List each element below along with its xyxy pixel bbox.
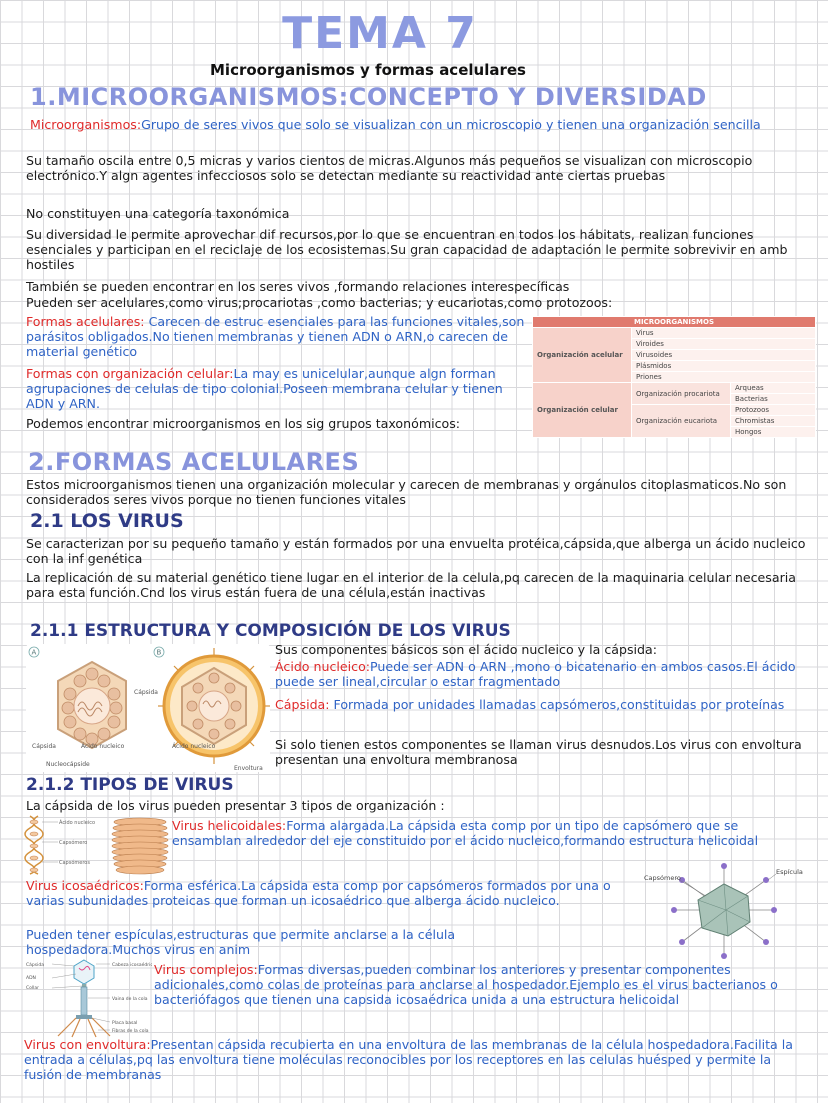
paragraph-groups: Podemos encontrar microorganismos en los sig grupos taxonómicos:	[26, 416, 461, 431]
paragraph-diversity: Su diversidad le permite aprovechar dif recursos,por lo que se encuentran en todos los hábitats, realizan funciones esenciales y participan en el reciclaje de los ecosistemas.Su gran capacidad de adaptación le permite sobrevivir en amb hostiles	[26, 227, 788, 272]
table-cell: Protozoos	[731, 405, 816, 416]
term-envoltura: Virus con envoltura:	[24, 1037, 151, 1052]
def-icosaedricos: Forma esférica.La cápsida esta comp por capsómeros formados por una o varias subunidades proteicas que forman un icosaédrico que alberga ácido nucleico.	[26, 878, 611, 908]
fig-label-capsomero: Capsómero	[644, 874, 681, 882]
def-helicoidales: Forma alargada.La cápsida esta comp por un tipo de capsómero que se ensamblan alrededor del eje constituido por el ácido nucleico,formando estructura helicoidal	[172, 818, 759, 848]
fig-label-capsida-com: Cápsida	[26, 963, 44, 968]
table-cell: Chromistas	[731, 416, 816, 427]
icosahedral-virus-diagram	[636, 860, 812, 960]
paragraph-relations: También se pueden encontrar en los seres vivos ,formando relaciones interespecíficas	[26, 279, 570, 294]
complex-virus-diagram	[24, 958, 152, 1038]
table-cell: Virusoides	[632, 350, 816, 361]
term-helicoidales: Virus helicoidales:	[172, 818, 287, 833]
term-capsida: Cápsida:	[275, 697, 330, 712]
def-complejos: Formas diversas,pueden combinar los anteriores y presentar componentes adicionales,como colas de proteínas para anclarse al hospedador.Ejemplo es el virus bacterianos o bacteriófagos que tienen una capsida icosaédrica unida a una estructura helicoidal	[154, 962, 778, 1007]
fig-label-placa: Placa basal	[112, 1021, 138, 1026]
fig-label-nucleocapside: Nucleocápside	[46, 761, 90, 768]
section-2-1-1-heading: 2.1.1 ESTRUCTURA Y COMPOSICIÓN DE LOS VIRUS	[30, 621, 511, 641]
definition-capsida	[275, 697, 805, 712]
table-cell: Virus	[632, 328, 816, 339]
paragraph-organization: La cápsida de los virus pueden presentar 3 tipos de organización :	[26, 798, 445, 813]
table-celular-label: Organización celular	[533, 383, 632, 438]
def-capsida: Formada por unidades llamadas capsómeros,constituidas por proteínas	[333, 697, 785, 712]
helical-virus-diagram	[24, 814, 170, 876]
table-procariota-label: Organización procariota	[632, 383, 731, 405]
definition-formas-celulares	[26, 366, 516, 411]
page-title: TEMA 7	[282, 8, 478, 59]
icosahedral-virus-figure	[636, 860, 812, 960]
term-acido-nucleico: Ácido nucleico:	[275, 659, 371, 674]
definition-acido-nucleico	[275, 659, 805, 689]
definition-icosaedricos	[26, 878, 636, 908]
definition-formas-acelulares	[26, 314, 536, 359]
def-envoltura: Presentan cápsida recubierta en una envoltura de las membranas de la célula hospedadora.Facilita la entrada a células,pq las envoltura tiene moléculas reconocibles por los receptores en las celulas huésped y permite la fusión de membranas	[24, 1037, 793, 1082]
fig-label-acido-hel: Ácido nucleico	[59, 820, 96, 826]
table-cell: Arqueas	[731, 383, 816, 394]
section-1-heading: 1.MICROORGANISMOS:CONCEPTO Y DIVERSIDAD	[30, 83, 707, 111]
definition-complejos	[154, 962, 806, 1007]
fig-label-espicula: Espícula	[776, 868, 803, 876]
fig-label-capsomero-hel: Capsómero	[59, 840, 88, 846]
section-2-1-2-heading: 2.1.2 TIPOS DE VIRUS	[26, 775, 234, 795]
section-2-heading: 2.FORMAS ACELULARES	[28, 448, 360, 476]
table-header: MICROORGANISMOS	[533, 317, 816, 328]
fig-label-adn: ADN	[26, 976, 36, 981]
paragraph-types: Pueden ser acelulares,como virus;procariotas ,como bacterias; y eucariotas,como protozoos:	[26, 295, 613, 310]
definition-microorganismos	[30, 117, 790, 132]
paragraph-size: Su tamaño oscila entre 0,5 micras y varios cientos de micras.Algunos más pequeños se visualizan con microscopio electrónico.Y algn agentes infecciosos solo se detectan mediante su reactividad ante ciertas pruebas	[26, 153, 753, 183]
fig-label-a: A	[31, 648, 37, 657]
fig-label-acido-a: Ácido nucleico	[81, 743, 125, 750]
paragraph-desnudos: Si solo tienen estos componentes se llaman virus desnudos.Los virus con envoltura presentan una envoltura membranosa	[275, 737, 802, 767]
term-formas-acelulares: Formas acelulares:	[26, 314, 145, 329]
table-acelular-label: Organización acelular	[533, 328, 632, 383]
definition-envoltura	[24, 1037, 808, 1082]
fig-label-b: B	[156, 648, 162, 657]
paragraph-taxonomy: No constituyen una categoría taxonómica	[26, 206, 290, 221]
table-cell: Plásmidos	[632, 361, 816, 372]
def-microorganismos: Grupo de seres vivos que solo se visualizan con un microscopio y tienen una organización sencilla	[141, 117, 761, 132]
helical-virus-figure	[24, 814, 170, 876]
page-subtitle: Microorganismos y formas acelulares	[210, 61, 526, 79]
fig-label-envoltura: Envoltura	[234, 765, 263, 772]
virus-structure-diagram	[26, 644, 270, 772]
def-formas-celulares: La may es unicelular,aunque algn forman agrupaciones de celulas de tipo colonial.Poseen membrana celular y tienen ADN y ARN.	[26, 366, 503, 411]
table-cell: Viroides	[632, 339, 816, 350]
section-2-1-heading: 2.1 LOS VIRUS	[30, 510, 184, 532]
microorganisms-table	[532, 316, 816, 438]
fig-label-capsomeros-hel: Capsómeros	[59, 860, 90, 866]
paragraph-virus-2: La replicación de su material genético tiene lugar en el interior de la celula,pq carecen de la maquinaria celular necesaria para esta función.Cnd los virus están fuera de una célula,están inactivas	[26, 570, 796, 600]
term-icosaedricos: Virus icosaédricos:	[26, 878, 144, 893]
table-cell: Priones	[632, 372, 816, 383]
paragraph-virus-1: Se caracterizan por su pequeño tamaño y están formados por una envuelta protéica,cápsida,que alberga un ácido nucleico con la inf genética	[26, 536, 806, 566]
term-microorganismos: Microorganismos:	[30, 117, 142, 132]
paragraph-acelulares: Estos microorganismos tienen una organización molecular y carecen de membranas y orgánulos citoplasmaticos.No son considerados seres vivos porque no tienen funciones vitales	[26, 477, 787, 507]
term-formas-celulares: Formas con organización celular:	[26, 366, 234, 381]
paragraph-components: Sus componentes básicos son el ácido nucleico y la cápsida:	[275, 642, 658, 657]
def-formas-acelulares: Carecen de estruc esenciales para las funciones vitales,son parásitos obligados.No tienen membranas y tienen ADN o ARN,o carecen de material genético	[26, 314, 525, 359]
fig-label-capsida-b: Cápsida	[134, 689, 158, 696]
fig-label-cola: Vaina de la cola	[112, 997, 148, 1002]
virus-structure-figure	[26, 644, 270, 772]
term-complejos: Virus complejos:	[154, 962, 258, 977]
paragraph-espiculas: Pueden tener espículas,estructuras que permite anclarse a la célula hospedadora.Muchos virus en anim	[26, 927, 456, 957]
fig-label-cabeza: Cabeza icosaédrica	[112, 963, 152, 968]
fig-label-capsida-a: Cápsida	[32, 743, 56, 750]
definition-helicoidales	[172, 818, 802, 848]
fig-label-collar: Collar	[26, 986, 40, 991]
table-cell: Bacterias	[731, 394, 816, 405]
table-eucariota-label: Organización eucariota	[632, 405, 731, 438]
fig-label-acido-b: Ácido nucleico	[172, 743, 216, 750]
def-acido-nucleico: Puede ser ADN o ARN ,mono o bicatenario en ambos casos.El ácido puede ser lineal,circular o estar fragmentado	[275, 659, 796, 689]
table-cell: Hongos	[731, 427, 816, 438]
complex-virus-figure	[24, 958, 152, 1038]
fig-label-fibras: Fibras de la cola	[112, 1029, 149, 1034]
